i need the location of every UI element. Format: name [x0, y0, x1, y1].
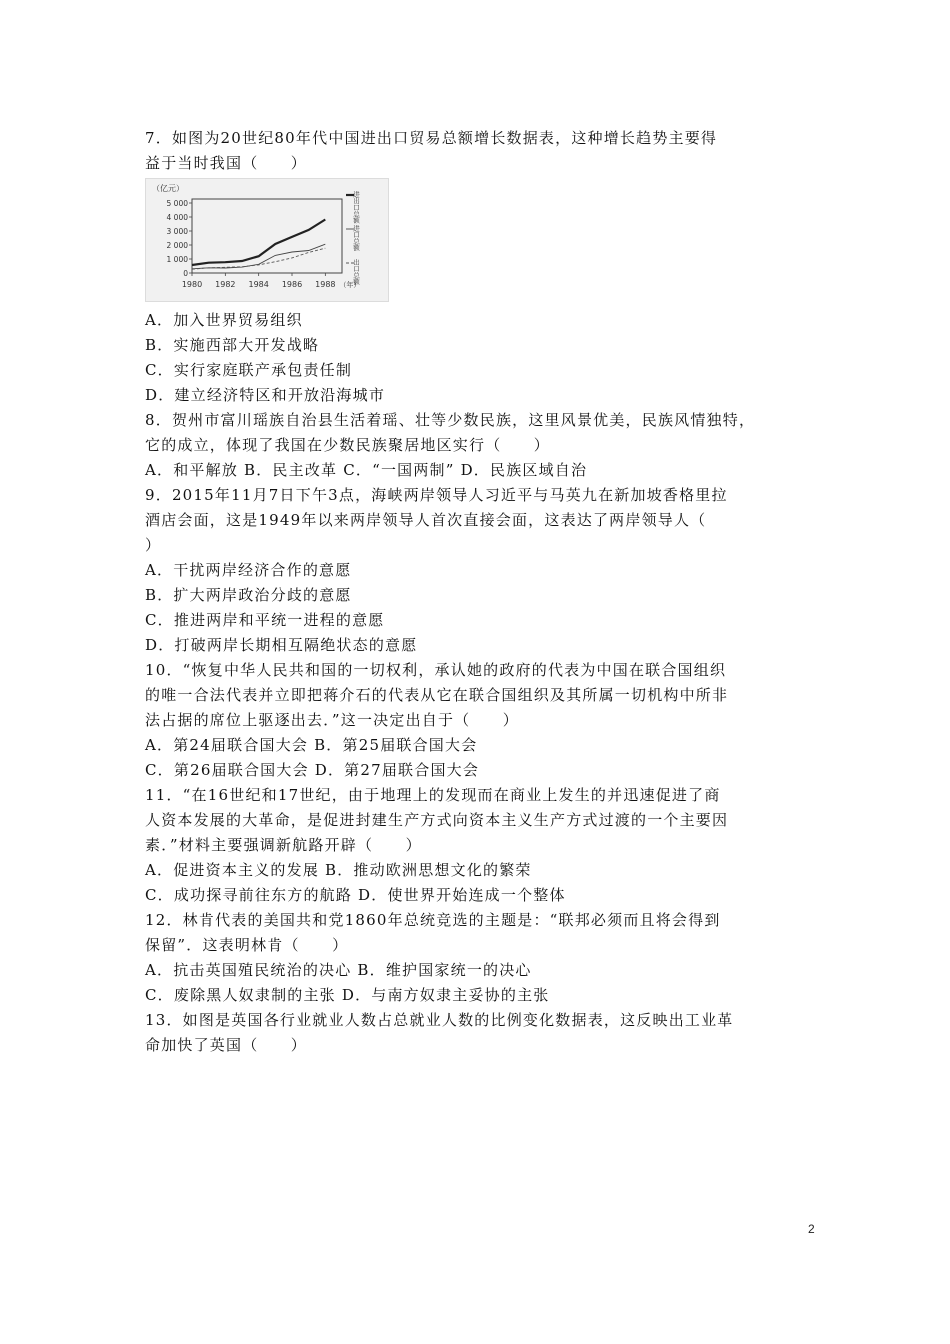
page-number: 2	[808, 1222, 815, 1236]
question-11-option: C．成功探寻前往东方的航路 D．使世界开始连成一个整体	[145, 886, 566, 904]
series-line-0	[192, 220, 325, 266]
question-12-stem: 保留”．这表明林肯（ ）	[145, 936, 349, 954]
question-7-stem: 7．如图为20世纪80年代中国进出口贸易总额增长数据表，这种增长趋势主要得	[145, 129, 718, 147]
question-8-stem: 8．贺州市富川瑶族自治县生活着瑶、壮等少数民族，这里风景优美，民族风情独特，	[145, 411, 756, 429]
y-axis-label: （亿元）	[152, 184, 184, 193]
question-list	[145, 126, 825, 1058]
question-10-option: A．第24届联合国大会 B．第25届联合国大会	[145, 736, 478, 754]
trade-chart	[145, 178, 389, 302]
question-13-stem: 命加快了英国（ ）	[145, 1036, 308, 1054]
question-12-option: A．抗击英国殖民统治的决心 B．维护国家统一的决心	[145, 961, 532, 979]
question-9-stem: ）	[145, 536, 162, 554]
question-7-option: B．实施西部大开发战略	[145, 336, 320, 354]
y-tick-label: 0	[183, 269, 188, 278]
question-10-option: C．第26届联合国大会 D．第27届联合国大会	[145, 761, 480, 779]
question-9-option: A．干扰两岸经济合作的意愿	[145, 561, 352, 579]
question-11-stem: 11．“在16世纪和17世纪，由于地理上的发现而在商业上发生的并迅速促进了商	[145, 786, 721, 804]
trade-chart-svg	[146, 179, 390, 303]
question-10-stem: 的唯一合法代表并立即把蒋介石的代表从它在联合国组织及其所属一切机构中所非	[145, 686, 729, 704]
question-12-option: C．废除黑人奴隶制的主张 D．与南方奴隶主妥协的主张	[145, 986, 550, 1004]
y-tick-label: 4 000	[166, 213, 188, 222]
x-tick-label: 1982	[215, 280, 236, 289]
legend-label-0: 进出口总额	[352, 191, 360, 224]
question-9-stem: 9．2015年11月7日下午3点，海峡两岸领导人习近平与马英九在新加坡香格里拉	[145, 486, 728, 504]
question-9-option: D．打破两岸长期相互隔绝状态的意愿	[145, 636, 418, 654]
question-11-stem: 人资本发展的大革命，是促进封建生产方式向资本主义生产方式过渡的一个主要因	[145, 811, 729, 829]
y-tick-label: 1 000	[166, 255, 188, 264]
x-tick-label: 1984	[248, 280, 269, 289]
question-9-option: C．推进两岸和平统一进程的意愿	[145, 611, 385, 629]
question-12-stem: 12．林肯代表的美国共和党1860年总统竞选的主题是：“联邦必须而且将会得到	[145, 911, 721, 929]
question-8-stem: 它的成立，体现了我国在少数民族聚居地区实行（ ）	[145, 436, 551, 454]
y-tick-label: 3 000	[166, 227, 188, 236]
question-10-stem: 法占据的席位上驱逐出去．”这一决定出自于（ ）	[145, 711, 519, 729]
legend-label-2: 出口总额	[352, 259, 360, 285]
question-13-stem: 13．如图是英国各行业就业人数占总就业人数的比例变化数据表，这反映出工业革	[145, 1011, 734, 1029]
question-8-option: A．和平解放 B．民主改革 C．“一国两制” D．民族区域自治	[145, 461, 588, 479]
question-11-stem: 素．”材料主要强调新航路开辟（ ）	[145, 836, 422, 854]
question-7-option: D．建立经济特区和开放沿海城市	[145, 386, 386, 404]
x-axis-label: （年）	[339, 281, 361, 289]
question-11-option: A．促进资本主义的发展 B．推动欧洲思想文化的繁荣	[145, 861, 532, 879]
x-tick-label: 1988	[315, 280, 336, 289]
x-tick-label: 1986	[281, 280, 303, 289]
question-7-stem: 益于当时我国（ ）	[145, 154, 308, 172]
series-line-2	[192, 248, 325, 269]
question-10-stem: 10．“恢复中华人民共和国的一切权利，承认她的政府的代表为中国在联合国组织	[145, 661, 727, 679]
legend-label-1: 进口总额	[352, 225, 360, 251]
question-9-stem: 酒店会面，这是1949年以来两岸领导人首次直接会面，这表达了两岸领导人（	[145, 511, 707, 529]
x-tick-label: 1980	[181, 280, 203, 289]
question-9-option: B．扩大两岸政治分歧的意愿	[145, 586, 352, 604]
y-tick-label: 5 000	[166, 199, 188, 208]
y-tick-label: 2 000	[166, 241, 188, 250]
question-7-option: A．加入世界贸易组织	[145, 311, 303, 329]
question-7-option: C．实行家庭联产承包责任制	[145, 361, 353, 379]
